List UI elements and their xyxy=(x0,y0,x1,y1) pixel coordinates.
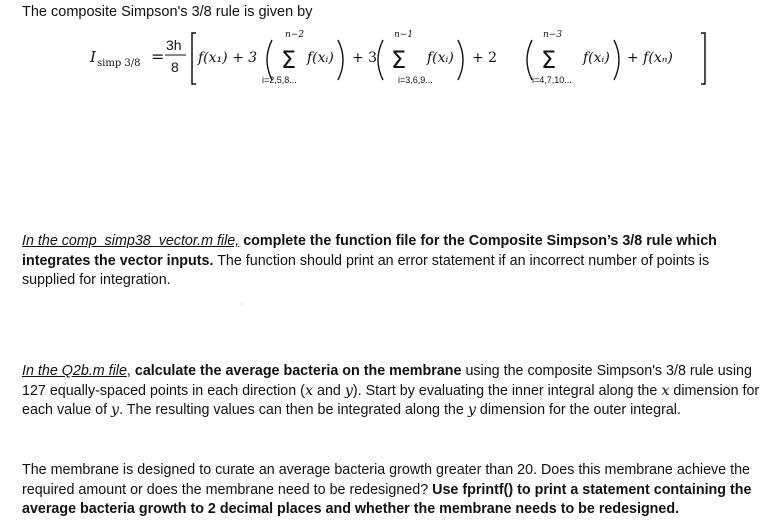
coef-denominator: 8 xyxy=(171,59,179,75)
right-bracket xyxy=(701,33,705,84)
sum3-lower: i=4,7,10... xyxy=(532,75,572,85)
sum1-body: f(xᵢ) xyxy=(307,50,334,66)
sum2-upper: n−1 xyxy=(394,30,414,40)
equals-sign: = xyxy=(151,47,165,66)
sum3-upper: n−3 xyxy=(543,30,563,40)
stray-mark xyxy=(241,303,243,305)
sum3-sigma: Σ xyxy=(541,46,557,74)
q2b-file-ref: In the Q2b.m file xyxy=(22,363,127,379)
lhs-symbol: I xyxy=(90,48,96,66)
paren-close-1 xyxy=(338,40,343,80)
instruction-q2b: In the Q2b.m file, calculate the average bacteria on the membrane using the composite Simpson's 3/8 rule using 127 equally-spaced points in each direction (x and y). Start by evaluating the inner integral along the x dimension for each value of y. The resulting values can then be integrated along the y dimension for the outer integral. xyxy=(22,363,760,418)
simpson-formula xyxy=(0,26,781,106)
sum2-lower: i=3,6,9... xyxy=(398,75,433,85)
membrane-fprintf-task: Use fprintf() to print a statement containing the average bacteria growth to 2 decimal places and whether the membrane needs to be redesigned. xyxy=(22,481,752,517)
paren-close-2 xyxy=(458,40,463,80)
left-bracket xyxy=(192,33,196,84)
instruction-membrane xyxy=(22,461,762,520)
plus-three: + 3 xyxy=(352,50,378,66)
comp-simp38-error-note: The function should print an error statement if an incorrect number of points is supplied for integration. xyxy=(22,252,710,288)
paren-close-3 xyxy=(614,40,619,80)
paren-open-2 xyxy=(378,40,383,80)
paren-open-3 xyxy=(527,40,532,80)
instruction-comp-simp38 xyxy=(22,232,762,291)
sum2-body: f(xᵢ) xyxy=(427,50,454,66)
sum1-lower: i=2,5,8... xyxy=(262,75,297,85)
sum2-sigma: Σ xyxy=(391,46,407,74)
lhs-subscript: simp 3/8 xyxy=(97,58,141,69)
sum1-upper: n−2 xyxy=(285,30,305,40)
plus-two: + 2 xyxy=(472,50,498,66)
coef-numerator: 3h xyxy=(166,37,182,53)
q2b-task: calculate the average bacteria on the membrane xyxy=(134,363,462,379)
term-last: + f(xₙ) xyxy=(627,50,673,66)
sum1-sigma: Σ xyxy=(281,46,297,74)
sum3-body: f(xᵢ) xyxy=(583,50,610,66)
term-first: f(x₁) + 3 xyxy=(198,50,258,66)
paren-open-1 xyxy=(267,40,272,80)
membrane-question: The membrane is designed to curate an average bacteria growth greater than 20. Does this membrane achieve the required amount or does the membrane need to be redesigned? xyxy=(22,462,750,498)
comp-simp38-file-ref: In the comp_simp38_vector.m file, xyxy=(22,233,240,249)
comp-simp38-task: complete the function file for the Composite Simpson’s 3/8 rule which integrates the vector inputs. xyxy=(22,233,717,269)
intro-text: The composite Simpson's 3/8 rule is given by xyxy=(22,4,313,20)
